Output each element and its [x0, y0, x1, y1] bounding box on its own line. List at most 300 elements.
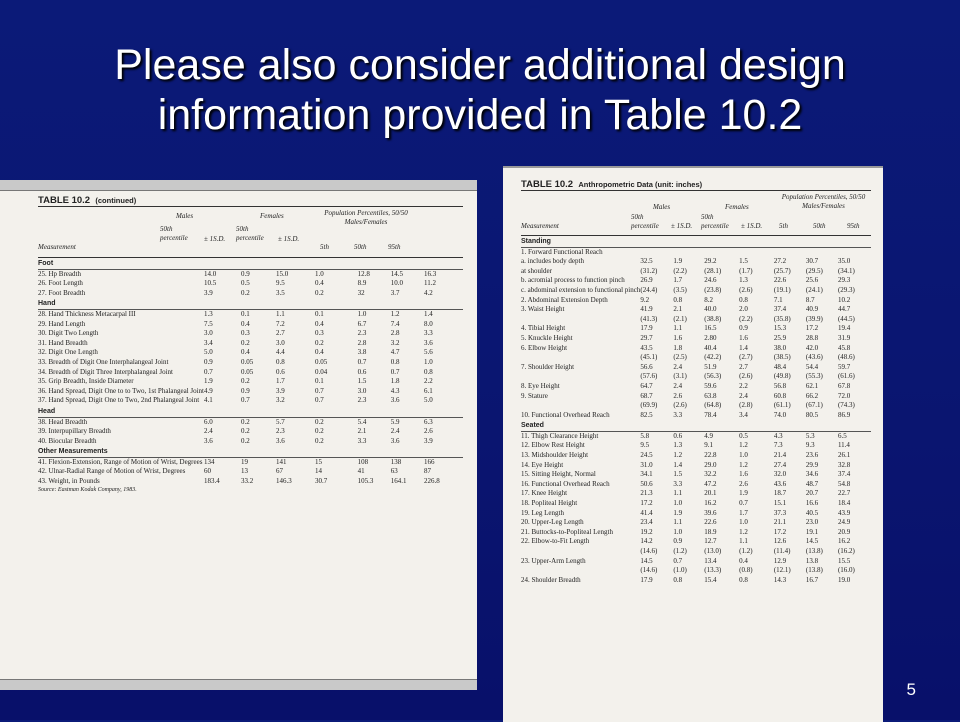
table-cell: 9.3	[805, 441, 815, 450]
table-cell: (13.0)	[704, 547, 722, 555]
table-cell: 3.4	[739, 410, 748, 419]
table-cell: (14.6)	[640, 547, 658, 555]
measurement-label	[521, 372, 640, 382]
table-cell: 59.6	[704, 381, 717, 390]
table-row	[521, 480, 871, 490]
header-95th: 95th	[847, 222, 860, 230]
table-cell: 0.8	[739, 575, 748, 584]
table-cell: 0.7	[204, 367, 213, 376]
measurement-label: 13. Midshoulder Height	[521, 451, 589, 460]
measurement-label	[521, 315, 640, 325]
table-cell	[806, 247, 838, 257]
table-row	[38, 309, 463, 319]
header-5th: 5th	[779, 222, 788, 230]
table-row	[38, 368, 463, 378]
header-measurement: Measurement	[521, 222, 559, 230]
table-cell: 47.2	[704, 479, 717, 488]
section-header	[521, 236, 871, 247]
table-cell: 1.0	[424, 357, 433, 366]
table-cell: 1.0	[739, 451, 748, 460]
header-males: Males	[176, 212, 194, 220]
table-cell: 0.2	[314, 436, 324, 445]
table-cell: (2.6)	[739, 372, 753, 381]
table-cell: 1.2	[739, 441, 748, 450]
header-population: Population Percentiles, 50/50 Males/Females	[324, 209, 408, 226]
measurement-label: 29. Hand Length	[38, 319, 86, 328]
table-cell: 1.5	[739, 257, 748, 266]
table-cell: 3.7	[390, 288, 400, 297]
table-cell: 2.6	[424, 427, 433, 436]
measurement-label: 40. Biocular Breadth	[38, 436, 97, 445]
table-row	[521, 276, 871, 286]
section-title: Other Measurements	[38, 446, 463, 457]
table-cell: 15.4	[704, 575, 717, 584]
table-cell: 54.8	[837, 479, 851, 488]
table-cell: 14.5	[640, 556, 653, 565]
table-cell: (13.3)	[704, 566, 722, 575]
table-cell: 26.1	[837, 451, 851, 460]
table-cell: 0.7	[673, 556, 683, 565]
table-cell: 1.7	[673, 276, 683, 285]
table-cell: 14.5	[805, 537, 819, 546]
table-cell: 141	[276, 457, 287, 466]
table-cell: 14.5	[390, 269, 404, 278]
table-cell: 3.0	[276, 338, 285, 347]
table-cell: 14.2	[640, 537, 653, 546]
table-cell: 63	[390, 467, 398, 476]
table-cell: 9.2	[640, 295, 650, 304]
table-cell: 21.1	[773, 518, 787, 527]
table-cell: 0.2	[314, 338, 324, 347]
section-header	[38, 406, 463, 417]
table-cell: 17.2	[640, 499, 653, 508]
table-cell: 1.8	[390, 377, 400, 386]
table-cell: 0.2	[314, 427, 324, 436]
measurement-label: 31. Hand Breadth	[38, 338, 88, 347]
table-cell: 0.04	[314, 367, 328, 376]
table-cell: (44.5)	[837, 314, 855, 323]
table-row	[521, 470, 871, 480]
table-cell: 1.1	[673, 324, 683, 333]
table-cell: (1.7)	[739, 266, 753, 275]
table-cell: 1.1	[673, 518, 683, 527]
table-cell: 19.4	[837, 324, 851, 333]
left-table-title	[38, 195, 463, 206]
table-cell: 32.8	[837, 460, 851, 469]
table-cell	[704, 247, 739, 257]
table-cell: 1.2	[673, 451, 683, 460]
table-cell: 22.6	[704, 518, 717, 527]
table-cell: (2.7)	[739, 353, 753, 362]
table-row	[521, 528, 871, 538]
measurement-label: 3. Waist Height	[521, 305, 565, 314]
right-table-subtitle: Anthropometric Data (unit: inches)	[578, 180, 703, 189]
table-cell: 28.8	[805, 333, 819, 342]
table-cell: 15.3	[773, 324, 787, 333]
header-female-50th: 50th percentile	[236, 225, 264, 242]
table-cell: 1.9	[673, 508, 683, 517]
table-row	[38, 329, 463, 339]
measurement-label: 5. Knuckle Height	[521, 333, 573, 342]
measurement-label: 26. Foot Length	[38, 279, 83, 288]
left-table-source: Source: Eastman Kodak Company, 1983.	[38, 486, 137, 493]
table-cell: 3.0	[357, 386, 367, 395]
table-cell: 0.7	[739, 499, 748, 508]
table-cell: 8.7	[805, 295, 815, 304]
table-cell: 1.4	[424, 309, 433, 318]
table-cell: 0.6	[276, 367, 285, 376]
table-cell: 25.6	[805, 276, 819, 285]
table-cell: 0.2	[241, 417, 250, 426]
table-cell: 38.0	[773, 343, 787, 352]
table-row	[38, 348, 463, 358]
table-cell: 6.1	[424, 386, 433, 395]
table-cell: 2.3	[357, 329, 367, 338]
table-cell: 108	[357, 457, 369, 466]
table-cell: 3.0	[204, 329, 213, 338]
table-cell: 0.7	[357, 357, 367, 366]
table-cell: 43.9	[837, 508, 851, 517]
table-cell: 1.0	[357, 309, 367, 318]
table-cell: 1.3	[739, 276, 748, 285]
table-row	[521, 344, 871, 354]
table-cell: 20.7	[805, 489, 819, 498]
table-cell: 166	[424, 457, 435, 466]
table-cell: (29.3)	[837, 285, 855, 294]
table-cell: 34.1	[640, 470, 653, 479]
table-cell: 4.2	[424, 288, 433, 297]
measurement-label: 6. Elbow Height	[521, 343, 568, 352]
table-cell: (13.8)	[805, 566, 823, 575]
measurement-label	[521, 547, 640, 557]
table-cell: (74.3)	[837, 401, 855, 410]
measurement-label: 37. Hand Spread, Digit One to Two, 2nd Phalangeal Joint	[38, 396, 200, 405]
table-cell: 16.3	[424, 269, 437, 278]
table-cell: 2.3	[357, 396, 367, 405]
table-cell: 1.4	[673, 460, 683, 469]
measurement-label: 25. Hp Breadth	[38, 269, 81, 278]
table-cell: 0.9	[204, 357, 213, 366]
table-cell	[739, 247, 774, 257]
table-cell: 14.0	[204, 269, 217, 278]
table-row	[521, 247, 871, 257]
table-cell: (55.3)	[805, 372, 823, 381]
table-row	[38, 320, 463, 330]
table-cell: (1.2)	[739, 547, 753, 555]
table-cell: 27.4	[773, 460, 787, 469]
table-cell: (24.4)	[640, 285, 658, 294]
table-cell: 12.6	[773, 537, 787, 546]
table-cell: 30.7	[314, 477, 328, 486]
table-cell: 1.9	[204, 377, 213, 386]
table-cell: 0.7	[241, 396, 250, 405]
table-cell: 0.7	[314, 386, 324, 395]
table-cell: 16.2	[837, 537, 851, 546]
table-cell: 2.4	[739, 391, 748, 400]
table-cell: 32.0	[773, 470, 787, 479]
table-cell: 7.1	[773, 295, 783, 304]
table-cell: 82.5	[640, 410, 653, 419]
table-cell: 0.7	[390, 367, 400, 376]
table-row	[521, 401, 871, 411]
measurement-label: 19. Leg Length	[521, 508, 564, 517]
table-cell: 6.7	[357, 319, 367, 328]
table-cell: (12.1)	[773, 566, 791, 575]
table-cell: 8.0	[424, 319, 433, 328]
table-cell: 80.5	[805, 410, 819, 419]
table-row	[38, 396, 463, 406]
measurement-label: 30. Digit Two Length	[38, 329, 99, 338]
table-cell: 17.2	[805, 324, 819, 333]
table-cell: 0.4	[739, 556, 748, 565]
table-cell: 1.6	[673, 333, 683, 342]
table-row	[521, 509, 871, 519]
table-cell: (35.8)	[773, 314, 791, 323]
table-cell: 226.8	[424, 477, 440, 486]
measurement-label: 1. Forward Functional Reach	[521, 247, 603, 256]
table-cell: 48.7	[805, 479, 819, 488]
table-cell: 41.4	[640, 508, 653, 517]
header-50th: 50th	[354, 243, 367, 251]
table-cell: 8.9	[357, 279, 367, 288]
table-row	[521, 518, 871, 528]
table-row	[521, 451, 871, 461]
table-cell: 14	[314, 467, 322, 476]
table-cell: 39.6	[704, 508, 717, 517]
table-cell: 1.5	[673, 470, 683, 479]
table-cell: 66.2	[805, 391, 819, 400]
header-female-50th: 50th percentile	[701, 213, 729, 230]
measurement-label: 34. Breadth of Digit Three Interphalangeal Joint	[38, 367, 173, 376]
table-cell: (43.6)	[805, 353, 823, 362]
table-row	[521, 411, 871, 421]
table-cell: 18.4	[837, 499, 851, 508]
table-cell: 4.9	[204, 386, 213, 395]
table-row	[521, 431, 871, 441]
table-cell	[673, 247, 704, 257]
section-header	[38, 298, 463, 309]
measurement-label: 16. Functional Overhead Reach	[521, 479, 610, 488]
measurement-label: 33. Breadth of Digit One Interphalangeal Joint	[38, 357, 169, 366]
table-cell: 1.9	[673, 257, 683, 266]
table-cell: 3.5	[276, 288, 285, 297]
table-cell: 29.9	[805, 460, 819, 469]
table-row	[38, 377, 463, 387]
table-cell: 2.7	[739, 362, 748, 371]
table-cell: 3.6	[204, 436, 213, 445]
table-row	[38, 437, 463, 447]
table-cell: 10.2	[837, 295, 851, 304]
header-measurement: Measurement	[38, 243, 76, 251]
table-cell: 0.8	[673, 295, 683, 304]
table-row	[521, 566, 871, 576]
table-cell: (1.2)	[673, 547, 687, 555]
table-cell: 1.5	[357, 377, 367, 386]
table-cell: 0.05	[314, 357, 328, 366]
table-cell: 10.5	[204, 279, 217, 288]
table-cell: 17.2	[773, 527, 787, 536]
table-cell: (31.2)	[640, 266, 658, 275]
table-cell: (3.5)	[673, 285, 687, 294]
table-cell: 64.7	[640, 381, 653, 390]
right-data-table	[521, 236, 871, 585]
header-males: Males	[653, 203, 671, 211]
table-cell: 3.6	[276, 436, 285, 445]
table-cell: 16.2	[704, 499, 717, 508]
table-row	[521, 286, 871, 296]
table-cell: 1.7	[739, 508, 748, 517]
table-cell: 51.9	[704, 362, 717, 371]
table-cell: 0.8	[424, 367, 433, 376]
table-cell: (67.1)	[805, 401, 823, 410]
table-row	[38, 289, 463, 299]
measurement-label: 15. Sitting Height, Normal	[521, 470, 596, 479]
table-cell: 183.4	[204, 477, 220, 486]
measurement-label: 39. Interpupillary Breadth	[38, 427, 111, 436]
table-cell: 0.05	[241, 367, 254, 376]
measurement-label: at shoulder	[521, 266, 552, 275]
table-cell: 2.2	[739, 381, 748, 390]
table-cell: (38.8)	[704, 314, 722, 323]
table-cell: 2.4	[390, 427, 400, 436]
table-cell: (0.8)	[739, 566, 753, 575]
table-cell: 40.9	[805, 305, 819, 314]
header-female-sd: ± 1S.D.	[741, 222, 763, 230]
table-cell: (25.7)	[773, 266, 791, 275]
table-cell: 45.8	[837, 343, 851, 352]
measurement-label: 32. Digit One Length	[38, 348, 98, 357]
table-cell: 6.3	[424, 417, 433, 426]
table-cell: 1.2	[739, 527, 748, 536]
table-cell: 1.0	[739, 518, 748, 527]
table-row	[521, 267, 871, 277]
table-cell: 2.7	[276, 329, 285, 338]
table-cell: 48.4	[773, 362, 787, 371]
section-title: Head	[38, 406, 463, 417]
measurement-label: 24. Shoulder Breadth	[521, 575, 581, 584]
measurement-label: b. acromial process to function pinch	[521, 276, 625, 285]
table-cell: 3.3	[357, 436, 367, 445]
table-cell: 2.8	[357, 338, 367, 347]
table-cell: 5.6	[424, 348, 433, 357]
measurement-label: 41. Flexion-Extension, Range of Motion of Wrist, Degrees	[38, 457, 203, 466]
table-cell: 1.3	[204, 309, 213, 318]
measurement-label: 36. Hand Spread, Digit One to to Two, 1st Phalangeal Joint	[38, 386, 205, 395]
table-cell: 9.1	[704, 441, 714, 450]
table-cell: (2.1)	[673, 314, 687, 323]
table-cell: (16.0)	[837, 566, 855, 575]
table-cell: 23.4	[640, 518, 653, 527]
table-row	[38, 457, 463, 467]
header-male-50th: 50th percentile	[631, 213, 659, 230]
table-cell: 0.8	[276, 357, 285, 366]
table-cell: 0.05	[241, 357, 254, 366]
table-row	[521, 382, 871, 392]
table-cell: 12.8	[357, 269, 370, 278]
table-cell: 3.9	[424, 436, 433, 445]
header-5th: 5th	[320, 243, 329, 251]
table-cell: 1.9	[739, 489, 748, 498]
measurement-label: 4. Tibial Height	[521, 324, 566, 333]
table-cell: 15.0	[276, 269, 289, 278]
table-cell: (64.8)	[704, 401, 722, 410]
table-cell: 0.2	[241, 427, 250, 436]
header-male-sd: ± 1S.D.	[671, 222, 693, 230]
table-cell: (28.1)	[704, 266, 722, 275]
table-cell: 18.9	[704, 527, 717, 536]
table-cell: 3.6	[390, 396, 400, 405]
table-cell: 11.2	[424, 279, 436, 288]
table-cell: 0.8	[673, 575, 683, 584]
table-cell: 0.1	[241, 309, 250, 318]
table-cell: 7.5	[204, 319, 213, 328]
table-cell: 60	[204, 467, 212, 476]
table-cell: 56.6	[640, 362, 653, 371]
table-cell: (39.9)	[805, 314, 823, 323]
table-cell: 26.9	[640, 276, 653, 285]
table-cell: 2.1	[673, 305, 683, 314]
table-cell: (3.1)	[673, 372, 687, 381]
table-cell: (14.6)	[640, 566, 658, 575]
table-cell: 2.2	[424, 377, 433, 386]
table-row	[521, 296, 871, 306]
table-cell: 0.2	[314, 417, 324, 426]
table-cell	[774, 247, 806, 257]
table-cell: 20.1	[704, 489, 717, 498]
table-cell: 72.0	[837, 391, 851, 400]
table-cell: 5.3	[805, 431, 815, 440]
table-cell: 3.9	[204, 288, 213, 297]
table-cell: (13.8)	[805, 547, 823, 555]
table-row	[521, 363, 871, 373]
table-cell: 7.4	[390, 319, 400, 328]
table-cell: 1.3	[673, 441, 683, 450]
table-cell: 86.9	[837, 410, 851, 419]
table-row	[38, 477, 463, 487]
table-cell: 25.9	[773, 333, 787, 342]
measurement-label: 7. Shoulder Height	[521, 362, 575, 371]
table-cell: (42.2)	[704, 353, 722, 362]
table-cell: 37.4	[773, 305, 787, 314]
header-male-50th: 50th percentile	[160, 225, 188, 242]
measurement-label: 18. Popliteal Height	[521, 499, 578, 508]
table-cell: 67.8	[837, 381, 851, 390]
table-cell: 19.2	[640, 527, 653, 536]
table-cell: 32.5	[640, 257, 653, 266]
table-cell: 0.1	[314, 377, 324, 386]
table-cell: 2.8	[390, 329, 400, 338]
table-cell: 74.0	[773, 410, 787, 419]
table-cell: 0.2	[314, 288, 324, 297]
section-title: Foot	[38, 258, 463, 269]
table-cell: 5.0	[204, 348, 213, 357]
table-cell: (69.9)	[640, 401, 658, 410]
table-cell: 42.0	[805, 343, 819, 352]
table-cell: (29.5)	[805, 266, 823, 275]
table-row	[521, 489, 871, 499]
table-row	[521, 305, 871, 315]
table-cell: 29.2	[704, 257, 717, 266]
table-row	[38, 269, 463, 279]
table-cell: 5.7	[276, 417, 285, 426]
table-cell: 105.3	[357, 477, 374, 486]
table-cell: 13.8	[805, 556, 819, 565]
table-cell: 138	[390, 457, 402, 466]
table-cell: 63.8	[704, 391, 717, 400]
header-females: Females	[260, 212, 284, 220]
table-cell: 21.3	[640, 489, 653, 498]
table-cell: 7.3	[773, 441, 783, 450]
